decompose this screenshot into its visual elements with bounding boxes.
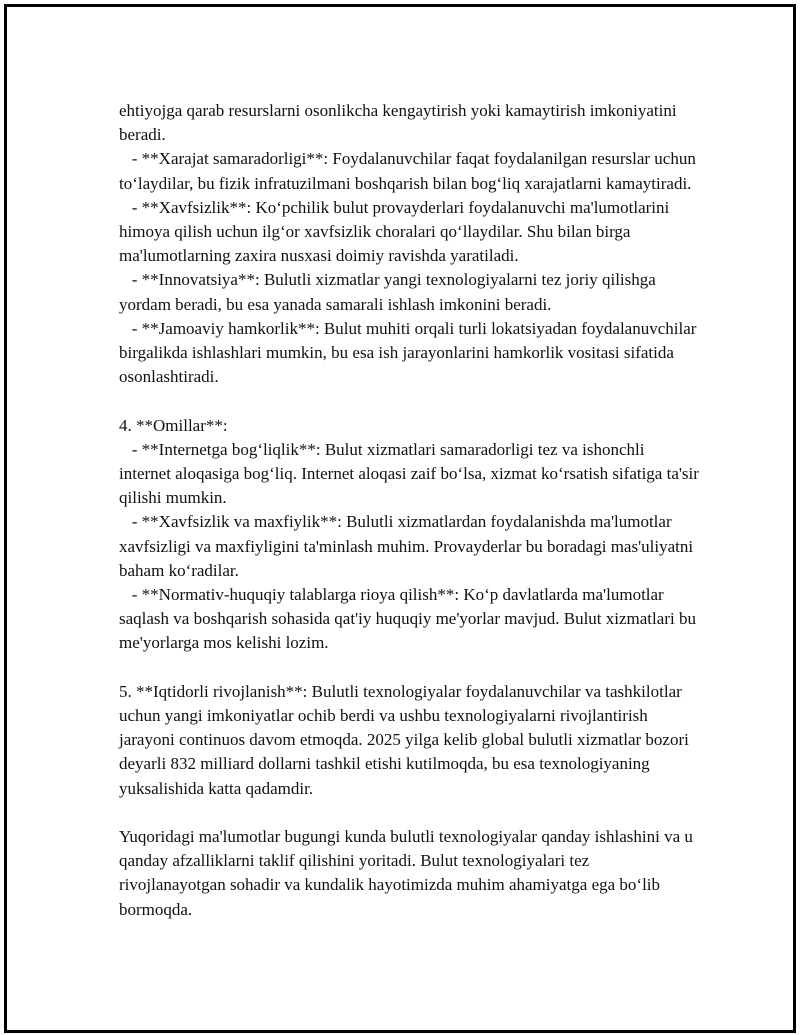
bullet-collaboration: - **Jamoaviy hamkorlik**: Bulut muhiti orqali turli lokatsiyadan foydalanuvchilar birgalikda ishlashlari mumkin, bu esa ish jarayonlarini hamkorlik vositasi sifatida osonlashtiradi.	[119, 318, 701, 387]
bullet-innovation: - **Innovatsiya**: Bulutli xizmatlar yangi texnologiyalarni tez joriy qilishga yordam beradi, bu esa yanada samarali ishlash imkonini beradi.	[119, 270, 661, 314]
bullet-internet-dependency: - **Internetga bog‘liqlik**: Bulut xizmatlari samaradorligi tez va ishonchli internet aloqasiga bog‘liq. Internet aloqasi zaif bo‘lsa, xizmat ko‘rsatish sifatiga ta'sir qilishi mumkin.	[119, 439, 704, 508]
bullet-cost-efficiency: - **Xarajat samaradorligi**: Foydalanuvchilar faqat foydalanilgan resurslar uchun to‘laydilar, bu fizik infratuzilmani boshqarish bilan bog‘liq xarajatlarni kamaytiradi.	[119, 149, 701, 193]
conclusion-paragraph: Yuqoridagi ma'lumotlar bugungi kunda bulutli texnologiyalar qanday ishlashini va u qanday afzalliklarni taklif qilishini yoritadi. Bulut texnologiyalari tez rivojlanayotgan sohadir va kundalik hayotimizda muhim ahamiyatga ega bo‘lib bormoqda.	[119, 827, 698, 919]
paragraph-gap	[119, 801, 699, 825]
bullet-security-privacy: - **Xavfsizlik va maxfiylik**: Bulutli xizmatlardan foydalanishda ma'lumotlar xavfsizligi va maxfiyligini ta'minlash muhim. Provayderlar bu boradagi mas'uliyatni baham ko‘radilar.	[119, 512, 698, 580]
document-body	[119, 99, 704, 922]
bullet-regulatory-compliance: - **Normativ-huquqiy talablarga rioya qilish**: Ko‘p davlatlarda ma'lumotlar saqlash va boshqarish sohasida qat'iy huquqiy me'yorlar mavjud. Bulut xizmatlari bu me'yorlarga mos kelishi lozim.	[119, 585, 701, 653]
bullet-security: - **Xavfsizlik**: Ko‘pchilik bulut provayderlari foydalanuvchi ma'lumotlarini himoya qilish uchun ilg‘or xavfsizlik choralari qo‘llaydilar. Shu bilan birga ma'lumotlarning zaxira nusxasi doimiy ravishda yaratiladi.	[119, 197, 674, 266]
document-page	[4, 4, 796, 1033]
paragraph-gap	[119, 656, 699, 680]
paragraph-gap	[119, 389, 699, 413]
intro-paragraph: ehtiyojga qarab resurslarni osonlikcha kengaytirish yoki kamaytirish imkoniyatini beradi.	[119, 101, 681, 145]
section-4-heading: 4. **Omillar**:	[119, 415, 228, 435]
section-5-paragraph: 5. **Iqtidorli rivojlanish**: Bulutli texnologiyalar foydalanuvchilar va tashkilotlar uchun yangi imkoniyatlar ochib berdi va ushbu texnologiyalarni rivojlantirish jarayoni continuos davom etmoqda. 2025 yilga kelib global bulutli xizmatlar bozori deyarli 832 milliard dollarni tashkil etishi kutilmoqda, bu esa texnologiyaning yuksalishida katta qadamdir.	[119, 681, 694, 798]
